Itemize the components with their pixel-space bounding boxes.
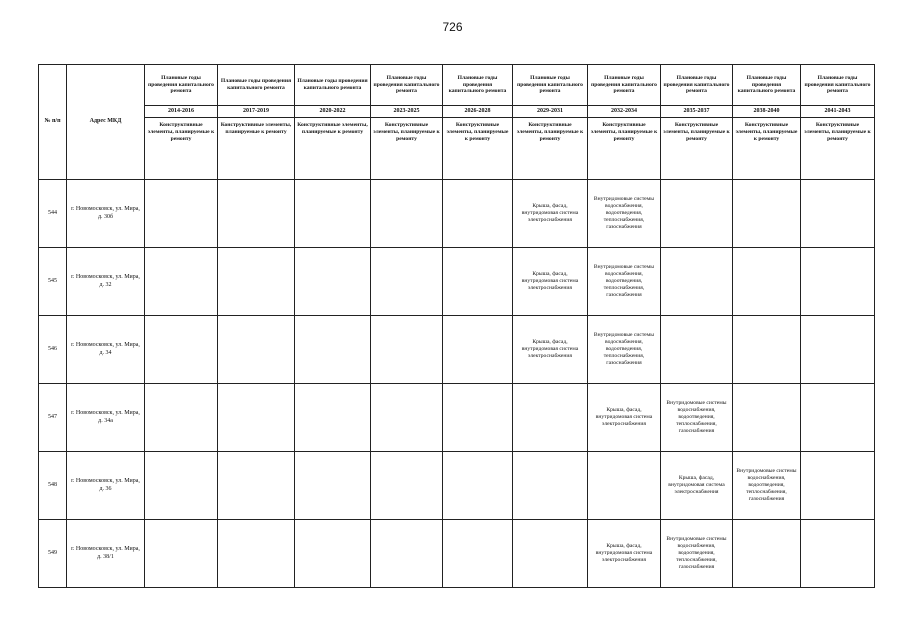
- repair-works-cell: [588, 452, 661, 520]
- repair-works-cell: [295, 180, 371, 248]
- repair-works-cell: [145, 452, 218, 520]
- column-header-period: 2017-2019: [218, 106, 295, 118]
- repair-works-cell: Крыша, фасад, внутридомовая система электроснабжения: [588, 384, 661, 452]
- column-header-elements: Конструктивные элементы, планируемые к ремонту: [733, 118, 801, 180]
- column-header-planned-years: Плановые годы проведения капитального ремонта: [588, 65, 661, 106]
- table-row: [39, 520, 875, 588]
- table-row: [39, 248, 875, 316]
- column-header-elements: Конструктивные элементы, планируемые к ремонту: [218, 118, 295, 180]
- column-header-period: 2035-2037: [661, 106, 733, 118]
- row-address: г. Новомосковск, ул. Мира, д. 34: [67, 316, 145, 384]
- column-header-elements: Конструктивные элементы, планируемые к ремонту: [295, 118, 371, 180]
- repair-works-cell: Крыша, фасад, внутридомовая система электроснабжения: [513, 180, 588, 248]
- column-header-period: 2014-2016: [145, 106, 218, 118]
- repair-works-cell: [733, 180, 801, 248]
- repair-works-cell: [443, 452, 513, 520]
- column-header-period: 2038-2040: [733, 106, 801, 118]
- table-row: [39, 180, 875, 248]
- repair-works-cell: Крыша, фасад, внутридомовая система электроснабжения: [588, 520, 661, 588]
- table-row: [39, 316, 875, 384]
- repair-works-cell: Внутридомовые системы водоснабжения, водоотведения, теплоснабжения, газоснабжения: [733, 452, 801, 520]
- repair-works-cell: [801, 248, 875, 316]
- row-number: 549: [39, 520, 67, 588]
- repair-works-cell: [145, 248, 218, 316]
- row-number: 548: [39, 452, 67, 520]
- repair-works-cell: [801, 316, 875, 384]
- column-header-elements: Конструктивные элементы, планируемые к ремонту: [801, 118, 875, 180]
- column-header-period: 2032-2034: [588, 106, 661, 118]
- repair-works-cell: [145, 520, 218, 588]
- header-row-elements: [39, 118, 875, 180]
- column-header-number: № п/п: [39, 65, 67, 180]
- row-address: г. Новомосковск, ул. Мира, д. 30б: [67, 180, 145, 248]
- table-body: [39, 180, 875, 588]
- repair-works-cell: [801, 452, 875, 520]
- repair-works-cell: [513, 384, 588, 452]
- repair-works-cell: [371, 248, 443, 316]
- repair-works-cell: [371, 384, 443, 452]
- repair-works-cell: [443, 384, 513, 452]
- repair-works-cell: [733, 520, 801, 588]
- repair-works-cell: [145, 316, 218, 384]
- repair-works-cell: [295, 452, 371, 520]
- repair-works-cell: [145, 180, 218, 248]
- header-row-planned: [39, 65, 875, 106]
- repair-works-cell: [443, 316, 513, 384]
- repair-works-cell: [733, 384, 801, 452]
- column-header-address: Адрес МКД: [67, 65, 145, 180]
- repair-works-cell: Внутридомовые системы водоснабжения, водоотведения, теплоснабжения, газоснабжения: [588, 180, 661, 248]
- repair-works-cell: [661, 248, 733, 316]
- column-header-planned-years: Плановые годы проведения капитального ремонта: [801, 65, 875, 106]
- repair-works-cell: [661, 180, 733, 248]
- repair-works-cell: [443, 520, 513, 588]
- column-header-period: 2041-2043: [801, 106, 875, 118]
- column-header-planned-years: Плановые годы проведения капитального ремонта: [295, 65, 371, 106]
- table-row: [39, 384, 875, 452]
- row-address: г. Новомосковск, ул. Мира, д. 34а: [67, 384, 145, 452]
- repair-works-cell: [218, 316, 295, 384]
- column-header-period: 2023-2025: [371, 106, 443, 118]
- repair-works-cell: [513, 520, 588, 588]
- column-header-period: 2026-2028: [443, 106, 513, 118]
- column-header-elements: Конструктивные элементы, планируемые к ремонту: [661, 118, 733, 180]
- repair-works-cell: [218, 452, 295, 520]
- repair-works-cell: [145, 384, 218, 452]
- row-number: 544: [39, 180, 67, 248]
- repair-works-cell: [371, 180, 443, 248]
- column-header-elements: Конструктивные элементы, планируемые к ремонту: [588, 118, 661, 180]
- repair-works-cell: [295, 248, 371, 316]
- repair-works-cell: [513, 452, 588, 520]
- repair-works-cell: Крыша, фасад, внутридомовая система электроснабжения: [513, 248, 588, 316]
- capital-repair-table: [38, 64, 875, 588]
- repair-works-cell: [371, 452, 443, 520]
- repair-works-cell: [218, 248, 295, 316]
- repair-works-cell: Внутридомовые системы водоснабжения, водоотведения, теплоснабжения, газоснабжения: [588, 316, 661, 384]
- repair-works-cell: [218, 384, 295, 452]
- row-number: 547: [39, 384, 67, 452]
- column-header-elements: Конструктивные элементы, планируемые к ремонту: [145, 118, 218, 180]
- repair-works-cell: [801, 520, 875, 588]
- column-header-elements: Конструктивные элементы, планируемые к ремонту: [443, 118, 513, 180]
- column-header-planned-years: Плановые годы проведения капитального ремонта: [371, 65, 443, 106]
- repair-works-cell: Крыша, фасад, внутридомовая система электроснабжения: [661, 452, 733, 520]
- table-header: [39, 65, 875, 180]
- repair-works-cell: [295, 384, 371, 452]
- repair-works-cell: [801, 180, 875, 248]
- row-number: 546: [39, 316, 67, 384]
- row-address: г. Новомосковск, ул. Мира, д. 32: [67, 248, 145, 316]
- row-address: г. Новомосковск, ул. Мира, д. 38/1: [67, 520, 145, 588]
- repair-works-cell: [661, 316, 733, 384]
- repair-works-cell: [218, 180, 295, 248]
- column-header-planned-years: Плановые годы проведения капитального ремонта: [661, 65, 733, 106]
- repair-works-cell: [218, 520, 295, 588]
- column-header-planned-years: Плановые годы проведения капитального ремонта: [513, 65, 588, 106]
- column-header-planned-years: Плановые годы проведения капитального ремонта: [218, 65, 295, 106]
- repair-works-cell: [801, 384, 875, 452]
- repair-works-cell: [443, 248, 513, 316]
- page-number: 726: [442, 20, 463, 34]
- repair-works-cell: [733, 248, 801, 316]
- column-header-planned-years: Плановые годы проведения капитального ремонта: [443, 65, 513, 106]
- repair-works-cell: Крыша, фасад, внутридомовая система электроснабжения: [513, 316, 588, 384]
- column-header-elements: Конструктивные элементы, планируемые к ремонту: [513, 118, 588, 180]
- repair-works-cell: Внутридомовые системы водоснабжения, водоотведения, теплоснабжения, газоснабжения: [588, 248, 661, 316]
- repair-works-cell: [733, 316, 801, 384]
- repair-works-cell: Внутридомовые системы водоснабжения, водоотведения, теплоснабжения, газоснабжения: [661, 520, 733, 588]
- column-header-period: 2020-2022: [295, 106, 371, 118]
- column-header-planned-years: Плановые годы проведения капитального ремонта: [733, 65, 801, 106]
- header-row-years: [39, 106, 875, 118]
- column-header-planned-years: Плановые годы проведения капитального ремонта: [145, 65, 218, 106]
- repair-works-cell: [371, 316, 443, 384]
- repair-works-cell: [295, 316, 371, 384]
- row-number: 545: [39, 248, 67, 316]
- repair-works-cell: Внутридомовые системы водоснабжения, водоотведения, теплоснабжения, газоснабжения: [661, 384, 733, 452]
- repair-works-cell: [443, 180, 513, 248]
- column-header-period: 2029-2031: [513, 106, 588, 118]
- repair-works-cell: [371, 520, 443, 588]
- column-header-elements: Конструктивные элементы, планируемые к ремонту: [371, 118, 443, 180]
- row-address: г. Новомосковск, ул. Мира, д. 36: [67, 452, 145, 520]
- repair-works-cell: [295, 520, 371, 588]
- table-row: [39, 452, 875, 520]
